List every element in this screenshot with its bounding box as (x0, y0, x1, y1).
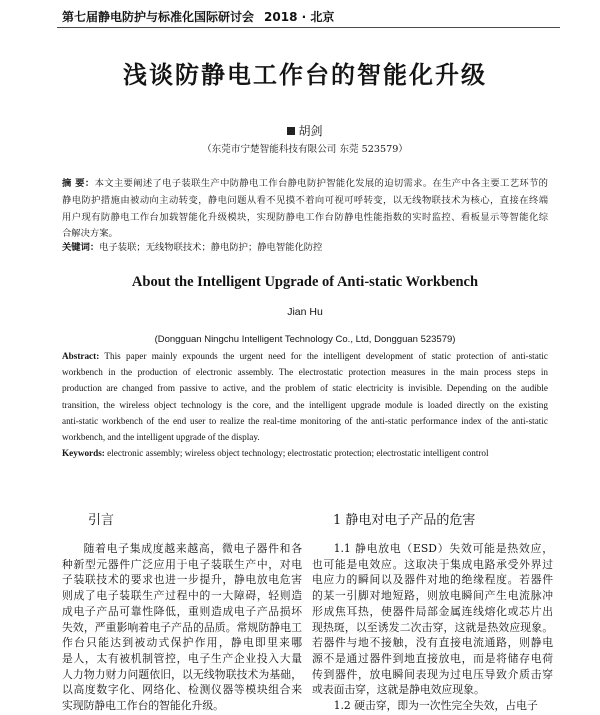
abstract-cn-line: 用户现有防静电工作台加载智能化升级模块，实现防静电工作台防静电性能指数的实时监控、看板显示等智能化综 (62, 211, 548, 223)
abstract-en-line: transition, the wireless object technology is the core, and the intelligent upgrade module is loaded directly on the existing (62, 399, 548, 410)
keywords-en-label: Keywords: (62, 448, 105, 458)
section1-paragraph-line: 1.2 硬击穿，即为一次性完全失效，占电子 (333, 699, 538, 713)
abstract-cn-label: 摘 要： (62, 178, 95, 189)
author-cn (62, 123, 548, 139)
section1-paragraph-line: 或表面击穿，这就是静电效应现象。 (312, 683, 485, 697)
intro-paragraph-line: 是人，太有被机制管控，电子生产企业投入大量 (62, 651, 302, 665)
header-rule (57, 27, 560, 28)
conference-year-city: 2018 · 北京 (264, 10, 335, 24)
paper-title-en: About the Intelligent Upgrade of Anti-static Workbench (131, 274, 479, 290)
abstract-en-line: workbench, and the intelligent upgrade of the display. (62, 432, 260, 443)
intro-paragraph-line: 人力物力财力问题依旧，以无线物联技术为基础， (62, 667, 302, 681)
section1-paragraph-line: 形成焦耳热，使器件局部金属连线熔化或芯片出 (312, 604, 553, 618)
section1-paragraph-line: 现热斑，以至诱发二次击穿，这就是热效应现象。 (312, 620, 553, 634)
section1-paragraph-line: 源不是通过器件到地直接放电，而是将储存电荷 (312, 651, 553, 665)
intro-paragraph-line: 实现防静电工作台的智能化升级。 (62, 699, 224, 713)
keywords-cn-label: 关键词： (62, 242, 100, 253)
author-en: Jian Hu (287, 306, 323, 318)
keywords-en-text: electronic assembly; wireless object technology; electrostatic protection; electrostatic intelligent control (107, 448, 489, 458)
intro-paragraph-line: 则成了电子装联生产过程中的一大障碍，轻则造 (62, 589, 302, 603)
abstract-cn-line: 静电防护措施由被动向主动转变，静电问题从看不见摸不着向可视可呼转变，以无线物联技术为核心，直接在终端 (62, 194, 548, 206)
abstract-cn-line: 合解决方案。 (62, 228, 118, 240)
paper-title-cn: 浅谈防静电工作台的智能化升级 (123, 61, 487, 89)
abstract-cn (62, 176, 548, 243)
intro-paragraph-line: 失效，严重影响着电子产品的品质。常规防静电工 (62, 620, 302, 634)
section1-paragraph-line: 若器件与地不接触，没有直接电流通路，则静电 (312, 636, 553, 650)
section1-paragraph-line: 也可能是电效应。这取决于集成电路承受外界过 (312, 557, 553, 571)
affiliation-en: (Dongguan Ningchu Intelligent Technology Co., Ltd, Dongguan 523579) (154, 334, 456, 345)
abstract-en-line: production are changed from passive to active, and the problem of static electricity is invisible. Depending on the audible (62, 383, 548, 394)
intro-paragraph-line: 随着电子集成度越来越高，微电子器件和各 (83, 542, 302, 555)
abstract-en-first-line-text: This paper mainly expounds the urgent need for the intelligent development of static protection of anti-static (104, 351, 548, 361)
keywords-en (62, 445, 548, 461)
abstract-en-line: anti-static workbench of the end user to realize the real-time monitoring of the anti-static performance index of the anti-static (62, 415, 548, 426)
conference-header (62, 9, 334, 25)
abstract-en-line (62, 348, 548, 364)
section1-paragraph-line: 的某一引脚对地短路，则放电瞬间产生电流脉冲 (312, 589, 553, 603)
author-name-cn: 胡剑 (298, 124, 323, 138)
intro-heading: 引言 (88, 513, 115, 528)
abstract-en-label: Abstract: (62, 351, 100, 361)
keywords-cn-text: 电子装联；无线物联技术；静电防护；静电智能化防控 (99, 242, 323, 253)
intro-paragraph-line: 种新型元器件广泛应用于电子装联生产中，对电 (62, 557, 302, 571)
intro-body (62, 541, 302, 714)
section1-paragraph-line: 1.1 静电放电（ESD）失效可能是热效应， (333, 542, 553, 555)
intro-paragraph-line: 作台只能达到被动式保护作用，静电即里来哪 (62, 636, 302, 650)
section1-paragraph-line: 传到器件，放电瞬间表现为过电压导致介质击穿 (312, 667, 553, 681)
abstract-en (62, 348, 548, 445)
intro-paragraph-line: 成电子产品可靠性降低，重则造成电子产品损坏 (62, 604, 302, 618)
abstract-cn-line (62, 176, 548, 193)
author-marker-icon (287, 127, 295, 135)
intro-paragraph-line: 子装联技术的要求也进一步提升，静电放电危害 (62, 573, 302, 587)
intro-paragraph-line: 以高度数字化、网络化、检测仪器等模块组合来 (62, 683, 302, 697)
keywords-cn (62, 240, 548, 256)
conference-name: 第七届静电防护与标准化国际研讨会 (62, 10, 255, 24)
abstract-en-line: workbench in the production of electronic assembly. The electrostatic protection measures in the main process steps in (62, 367, 548, 378)
affiliation-cn: （东莞市宁楚智能科技有限公司 东莞 523579） (202, 144, 408, 155)
section1-heading: 1 静电对电子产品的危害 (333, 513, 476, 528)
section1-body (312, 541, 553, 714)
section1-paragraph-line: 电应力的瞬间以及器件对地的绝缘程度。若器件 (312, 573, 553, 587)
abstract-cn-first-line-text: 本文主要阐述了电子装联生产中防静电工作台静电防护智能化发展的迫切需求。在生产中各主要工艺环节的 (94, 178, 548, 189)
